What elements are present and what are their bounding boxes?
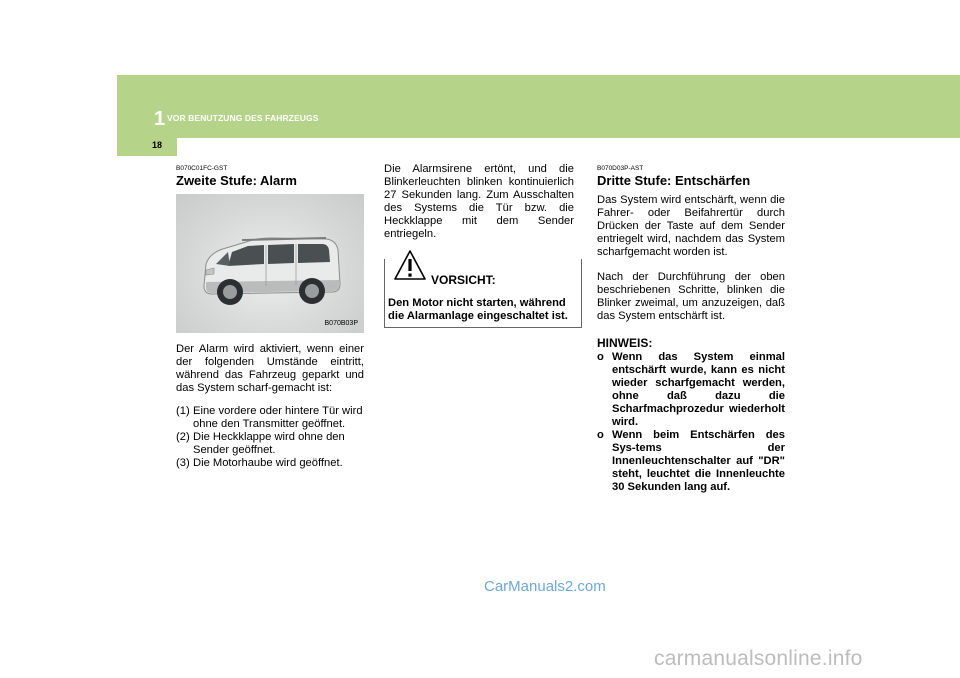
- chapter-number: 1: [154, 108, 166, 130]
- condition-list: [176, 405, 364, 470]
- warning-title: VORSICHT:: [431, 273, 496, 287]
- list-item: (2) Die Heckklappe wird ohne den Sender geöffnet.: [176, 431, 345, 456]
- note-title: HINWEIS:: [597, 336, 653, 350]
- list-item: o Wenn das System einmal entschärft wurde, kann es nicht wieder scharfgemacht werden, ohne daß dazu die Scharfmachprozedur wiederholt wird.: [597, 351, 785, 428]
- warning-text: Den Motor nicht starten, während die Alarmanlage eingeschaltet ist.: [388, 297, 568, 322]
- list-item: (1) Eine vordere oder hintere Tür wird ohne den Transmitter geöffnet.: [176, 405, 363, 430]
- header-curve: [177, 138, 960, 156]
- watermark-link[interactable]: carmanualsonline.info: [654, 647, 863, 670]
- car-illustration: [176, 194, 364, 333]
- watermark-link[interactable]: CarManuals2.com: [484, 578, 606, 595]
- column-middle: [384, 163, 574, 328]
- warning-box: [384, 259, 582, 328]
- paragraph: Nach der Durchführung der oben beschriebenen Schritte, blinken die Blinker zweimal, um anzuzeigen, daß das System entschärft ist.: [597, 271, 785, 322]
- list-item: (3) Die Motorhaube wird geöffnet.: [176, 457, 343, 469]
- warning-triangle-icon: [393, 249, 427, 281]
- chapter-header-band: [117, 75, 960, 138]
- alarm-text: Die Alarmsirene ertönt, und die Blinkerleuchten blinken kontinuierlich 27 Sekunden lang. Zum Ausschalten des Systems die Tür bzw. die Heckklappe mit dem Sender entriegeln.: [384, 163, 574, 240]
- section-code: B070C01FC-GST: [176, 165, 228, 172]
- section-heading: Dritte Stufe: Entschärfen: [597, 173, 751, 188]
- page-number: 18: [152, 140, 163, 150]
- paragraph: Das System wird entschärft, wenn die Fahrer- oder Beifahrertür durch Drücken der Taste auf dem Sender entriegelt wird, nachdem das System scharfgemacht worden ist.: [597, 194, 785, 258]
- van-icon: [176, 194, 364, 333]
- section-code: B070D03P-AST: [597, 165, 644, 172]
- column-right: [597, 165, 785, 494]
- intro-text: Der Alarm wird aktiviert, wenn einer der folgenden Umstände eintritt, während das Fahrzeug geparkt und das System scharf-gemacht ist:: [176, 343, 364, 394]
- column-left: [176, 165, 364, 470]
- section-heading: Zweite Stufe: Alarm: [176, 173, 297, 188]
- header-tab: [117, 138, 177, 156]
- chapter-title: VOR BENUTZUNG DES FAHRZEUGS: [167, 113, 319, 123]
- image-label: B070B03P: [324, 320, 358, 327]
- list-item: o Wenn beim Entschärfen des Sys-tems der Innenleuchtenschalter auf "DR" steht, leuchtet die Innenleuchte 30 Sekunden lang auf.: [597, 429, 785, 493]
